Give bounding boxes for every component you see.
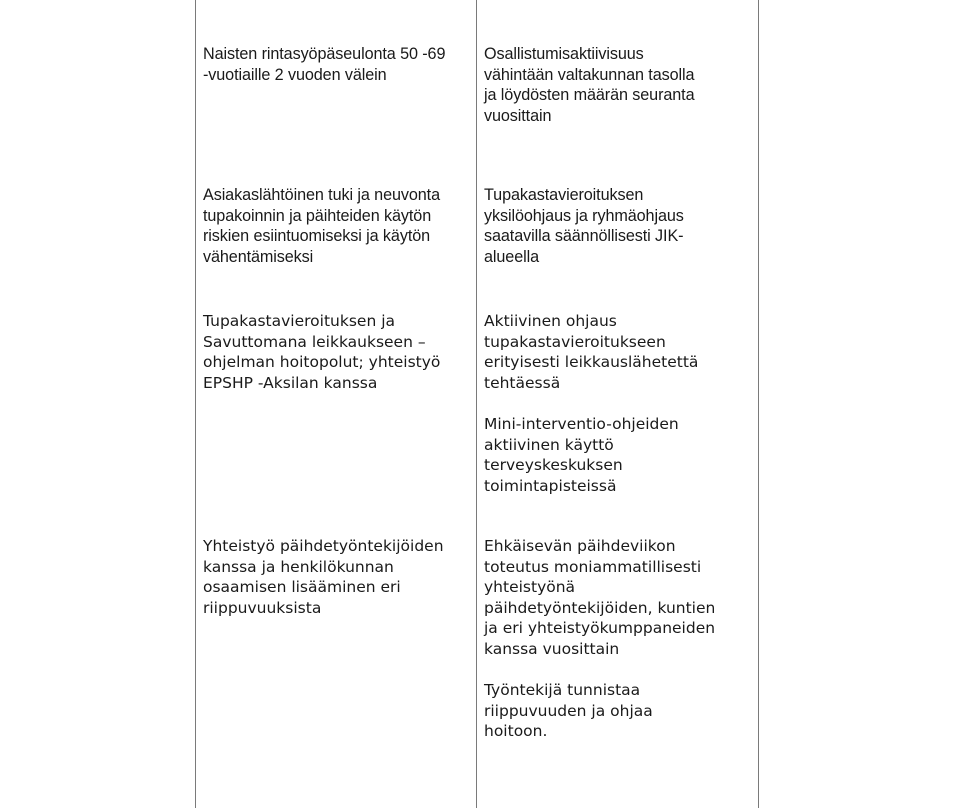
table-column-divider bbox=[476, 0, 477, 808]
table-border-right bbox=[758, 0, 759, 808]
row3-measure-extra: Mini-interventio-ohjeiden aktiivinen käyttö terveyskeskuksen toimintapisteissä bbox=[484, 415, 679, 495]
row1-measure: Osallistumisaktiivisuus vähintään valtakunnan tasolla ja löydösten määrän seuranta vuosittain bbox=[484, 45, 695, 125]
row1-goal: Naisten rintasyöpäseulonta 50 -69 -vuotiaille 2 vuoden välein bbox=[203, 45, 446, 84]
row3-measure: Aktiivinen ohjaus tupakastavieroitukseen erityisesti leikkauslähetettä tehtäessä bbox=[484, 312, 699, 392]
row3-goal: Tupakastavieroituksen ja Savuttomana leikkaukseen – ohjelman hoitopolut; yhteistyö EPSHP -Aksilan kanssa bbox=[203, 312, 441, 392]
table-border-left bbox=[195, 0, 196, 808]
row2-goal: Asiakaslähtöinen tuki ja neuvonta tupakoinnin ja päihteiden käytön riskien esiintuomiseksi ja käytön vähentämiseksi bbox=[203, 186, 440, 266]
row4-goal: Yhteistyö päihdetyöntekijöiden kanssa ja henkilökunnan osaamisen lisääminen eri riippuvuuksista bbox=[203, 537, 444, 617]
row2-measure: Tupakastavieroituksen yksilöohjaus ja ryhmäohjaus saatavilla säännöllisesti JIK- alueella bbox=[484, 186, 684, 266]
row4-measure: Ehkäisevän päihdeviikon toteutus moniammatillisesti yhteistyönä päihdetyöntekijöiden, kuntien ja eri yhteistyökumppaneiden kanssa vuosittain bbox=[484, 537, 716, 658]
row4-measure-extra: Työntekijä tunnistaa riippuvuuden ja ohjaa hoitoon. bbox=[484, 681, 653, 741]
